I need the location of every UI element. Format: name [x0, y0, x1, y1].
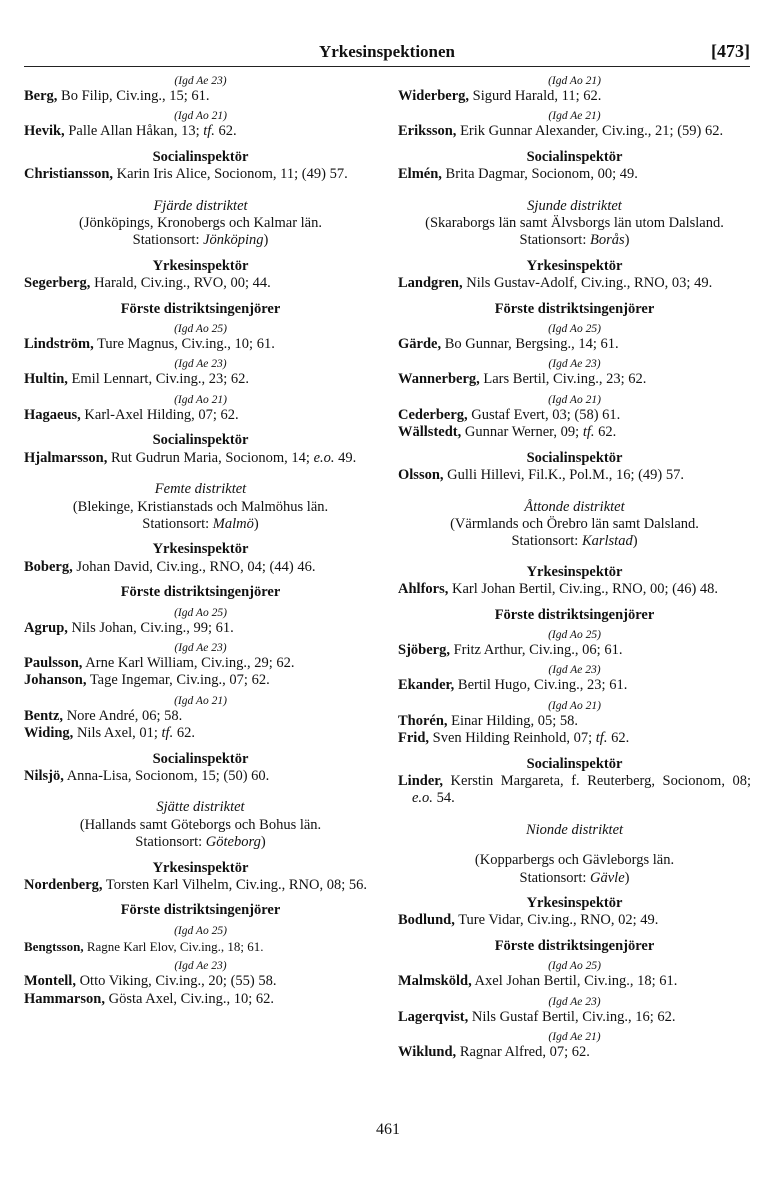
grade-label: (Igd Ao 25) [174, 606, 227, 619]
entry-frid [398, 730, 751, 747]
grade-label: (Igd Ae 23) [548, 995, 601, 1008]
district-title: Fjärde distriktet [153, 197, 248, 214]
entry-detail-end: 62. [173, 725, 195, 742]
station-city: Malmö [212, 515, 254, 532]
entry-name: Hagaeus, [24, 406, 81, 423]
grade-label: (Igd Ae 23) [174, 960, 227, 973]
entry-detail: Gulli Hillevi, Fil.K., Pol.M., 16; (49) 57. [443, 467, 685, 484]
entry-name: Paulsson, [24, 654, 83, 671]
entry-detail: Karl Johan Bertil, Civ.ing., RNO, 00; (46) 48. [448, 581, 719, 598]
entry-name: Widing, [24, 725, 74, 742]
entry-detail: Sigurd Harald, 11; 62. [469, 88, 602, 104]
entry-name: Frid, [398, 730, 430, 747]
entry-sjoberg [398, 642, 751, 659]
grade-label: (Igd Ao 21) [548, 393, 601, 406]
station-close: ) [263, 232, 269, 249]
entry-ahlfors [398, 581, 751, 598]
station-close: ) [632, 533, 638, 550]
station-label: Stationsort: [519, 869, 591, 886]
entry-detail: Brita Dagmar, Socionom, 00; 49. [441, 166, 638, 183]
eo-marker: e.o. [412, 790, 433, 807]
section-heading: Förste distriktsingenjörer [494, 937, 655, 954]
station-label: Stationsort: [135, 834, 206, 851]
entry-detail: Ragne Karl Elov, Civ.ing., 18; 61. [83, 938, 264, 954]
entry-hammarson [24, 991, 377, 1008]
station-close: ) [624, 232, 630, 249]
entry-detail: Karl-Axel Hilding, 07; 62. [80, 406, 239, 423]
district-title: Femte distriktet [154, 481, 247, 498]
district-description: (Blekinge, Kristianstads och Malmöhus län. [72, 498, 329, 515]
entry-lagerqvist [398, 1009, 751, 1026]
section-heading: Yrkesinspektör [152, 257, 249, 274]
entry-detail: Nils Gustav-Adolf, Civ.ing., RNO, 03; 49. [462, 275, 713, 292]
grade-label: (Igd Ao 21) [548, 699, 601, 712]
district-description: (Värmlands och Örebro län samt Dalsland. [450, 515, 699, 532]
entry-detail: Nils Gustaf Bertil, Civ.ing., 16; 62. [468, 1008, 676, 1025]
grade-label: (Igd Ao 21) [174, 393, 227, 406]
entry-name: Segerberg, [24, 275, 91, 292]
tf-marker: tf. [582, 424, 595, 441]
entry-name: Hultin, [24, 371, 68, 388]
section-heading: Yrkesinspektör [152, 541, 249, 558]
district-station [24, 232, 377, 249]
station-city: Gävle [590, 869, 625, 886]
grade-label: (Igd Ao 21) [174, 694, 227, 707]
entry-name: Hammarson, [24, 990, 105, 1007]
entry-linder [398, 773, 751, 808]
entry-name: Hevik, [24, 123, 65, 140]
entry-name: Bodlund, [398, 912, 455, 929]
entry-detail: Einar Hilding, 05; 58. [447, 712, 579, 729]
entry-detail: Bertil Hugo, Civ.ing., 23; 61. [454, 677, 628, 694]
entry-widerberg [398, 88, 751, 105]
entry-detail: Ragnar Alfred, 07; 62. [456, 1044, 590, 1061]
entry-bentz [24, 708, 377, 725]
entry-name: Christiansson, [24, 166, 114, 183]
entry-paulsson [24, 655, 377, 672]
entry-detail: Nore André, 06; 58. [63, 707, 183, 724]
grade-label: (Igd Ae 23) [174, 75, 227, 87]
entry-detail: Axel Johan Bertil, Civ.ing., 18; 61. [471, 973, 678, 990]
entry-name: Widerberg, [398, 88, 470, 104]
section-heading: Förste distriktsingenjörer [494, 300, 655, 317]
entry-agrup [24, 620, 377, 637]
entry-malmskold [398, 973, 751, 990]
district-description: (Kopparbergs och Gävleborgs län. [474, 852, 675, 869]
entry-montell [24, 973, 377, 990]
entry-detail: Fritz Arthur, Civ.ing., 06; 61. [449, 641, 623, 658]
district-title: Nionde distriktet [525, 821, 624, 838]
grade-label: (Igd Ao 21) [548, 75, 601, 87]
entry-name: Hjalmarsson, [24, 449, 108, 466]
district-description [398, 215, 751, 250]
entry-bodlund [398, 912, 751, 929]
entry-berg [24, 88, 377, 105]
district-title: Sjätte distriktet [156, 799, 245, 816]
grade-label: (Igd Ae 23) [548, 358, 601, 371]
entry-detail: Gösta Axel, Civ.ing., 10; 62. [104, 990, 274, 1007]
entry-hultin [24, 371, 377, 388]
section-heading: Yrkesinspektör [526, 895, 623, 911]
entry-lindstrom [24, 336, 377, 353]
entry-detail: Torsten Karl Vilhelm, Civ.ing., RNO, 08; 56. [102, 877, 368, 893]
entry-olsson [398, 467, 751, 484]
grade-label: (Igd Ao 21) [174, 110, 227, 123]
entry-detail: Lars Bertil, Civ.ing., 23; 62. [479, 371, 647, 388]
section-heading: Förste distriktsingenjörer [120, 584, 281, 601]
eo-marker: e.o. [313, 449, 335, 466]
station-close: ) [624, 869, 630, 886]
running-title: Yrkesinspektionen [318, 42, 456, 61]
station-close: ) [253, 515, 259, 532]
grade-label: (Igd Ao 25) [174, 924, 227, 937]
grade-label: (Igd Ae 23) [174, 641, 227, 654]
station-city: Karlstad [581, 533, 633, 550]
section-heading: Förste distriktsingenjörer [120, 300, 281, 317]
section-heading: Socialinspektör [152, 432, 249, 449]
section-heading: Förste distriktsingenjörer [494, 606, 655, 623]
entry-name: Wällstedt, [398, 424, 462, 441]
entry-name: Bentz, [24, 707, 64, 724]
entry-hagaeus [24, 407, 377, 424]
entry-name: Nordenberg, [24, 877, 103, 893]
entry-name: Johanson, [24, 672, 87, 689]
entry-segerberg [24, 275, 377, 292]
entry-name: Gärde, [398, 336, 442, 353]
station-city: Borås [590, 232, 625, 249]
entry-wannerberg [398, 371, 751, 388]
tf-marker: tf. [161, 725, 174, 742]
entry-boberg [24, 559, 377, 576]
entry-detail: Otto Viking, Civ.ing., 20; (55) 58. [75, 973, 277, 990]
section-heading: Socialinspektör [526, 449, 623, 466]
entry-detail: Erik Gunnar Alexander, Civ.ing., 21; (59) 62. [456, 123, 724, 140]
running-header [24, 38, 750, 67]
entry-bengtsson [24, 938, 377, 955]
entry-detail: Ture Magnus, Civ.ing., 10; 61. [93, 336, 275, 353]
district-description: (Hallands samt Göteborgs och Bohus län. [79, 816, 322, 833]
section-heading: Socialinspektör [526, 148, 623, 165]
entry-nordenberg [24, 877, 377, 894]
entry-detail: Rut Gudrun Maria, Socionom, 14; [107, 449, 314, 466]
district-desc-text: (Skaraborgs län samt Älvsborgs län utom Dalsland. Stationsort: [425, 215, 724, 249]
entry-landgren [398, 275, 751, 292]
entry-name: Berg, [24, 88, 58, 104]
district-station [398, 533, 751, 550]
entry-detail: Ture Vidar, Civ.ing., RNO, 02; 49. [454, 912, 659, 929]
entry-detail: Nils Johan, Civ.ing., 99; 61. [67, 619, 234, 636]
entry-detail: Harald, Civ.ing., RVO, 00; 44. [90, 275, 271, 292]
section-heading: Yrkesinspektör [526, 563, 623, 580]
entry-name: Cederberg, [398, 406, 468, 423]
left-column [24, 74, 377, 1008]
entry-name: Boberg, [24, 558, 73, 575]
district-description: (Jönköpings, Kronobergs och Kalmar län. [79, 215, 322, 232]
entry-detail: Anna-Lisa, Socionom, 15; (50) 60. [63, 767, 270, 784]
section-heading: Yrkesinspektör [152, 859, 249, 876]
entry-name: Elmén, [398, 166, 442, 183]
entry-hevik [24, 123, 377, 140]
right-column [398, 74, 751, 1061]
entry-name: Bengtsson, [24, 938, 84, 954]
entry-thoren [398, 713, 751, 730]
entry-detail-end: 62. [214, 123, 237, 140]
entry-name: Wiklund, [398, 1044, 457, 1061]
entry-name: Lindström, [24, 336, 94, 353]
entry-name: Olsson, [398, 467, 444, 484]
entry-detail: Bo Filip, Civ.ing., 15; 61. [57, 88, 210, 104]
entry-name: Ekander, [398, 677, 455, 694]
entry-name: Malmsköld, [398, 973, 472, 990]
entry-name: Linder, [398, 772, 443, 789]
entry-detail-end: 54. [432, 790, 455, 807]
entry-detail: Gunnar Werner, 09; [461, 424, 583, 441]
grade-label: (Igd Ae 21) [548, 110, 601, 123]
section-heading: Förste distriktsingenjörer [120, 902, 281, 919]
section-heading: Yrkesinspektör [526, 257, 623, 274]
grade-label: (Igd Ao 25) [548, 323, 601, 336]
entry-name: Landgren, [398, 275, 463, 292]
station-label: Stationsort: [142, 515, 213, 532]
entry-detail: Nils Axel, 01; [73, 725, 162, 742]
entry-detail: Kerstin Margareta, f. Reuterberg, Socionom, 08; [443, 772, 751, 789]
entry-name: Wannerberg, [398, 371, 480, 388]
station-label: Stationsort: [511, 533, 582, 550]
entry-detail: Johan David, Civ.ing., RNO, 04; (44) 46. [72, 558, 316, 575]
entry-name: Lagerqvist, [398, 1008, 469, 1025]
entry-wallstedt [398, 424, 751, 441]
entry-detail: Bo Gunnar, Bergsing., 14; 61. [441, 336, 619, 353]
entry-eriksson [398, 123, 751, 140]
entry-detail: Karin Iris Alice, Socionom, 11; (49) 57. [113, 166, 348, 183]
tf-marker: tf. [595, 730, 608, 747]
grade-label: (Igd Ao 25) [548, 628, 601, 641]
station-label: Stationsort: [132, 232, 204, 249]
grade-label: (Igd Ao 25) [174, 323, 227, 336]
district-title: Sjunde distriktet [527, 197, 622, 214]
entry-name: Ahlfors, [398, 581, 449, 598]
entry-detail-end: 49. [334, 449, 357, 466]
grade-label: (Igd Ae 23) [548, 664, 601, 677]
district-station [24, 516, 377, 533]
section-heading: Socialinspektör [526, 755, 623, 772]
district-station [398, 870, 751, 887]
entry-name: Thorén, [398, 712, 448, 729]
section-heading: Socialinspektör [152, 750, 249, 767]
district-station [24, 834, 377, 851]
entry-detail: Tage Ingemar, Civ.ing., 07; 62. [86, 672, 270, 689]
grade-label: (Igd Ao 25) [548, 960, 601, 973]
entry-detail: Arne Karl William, Civ.ing., 29; 62. [82, 654, 295, 671]
entry-name: Sjöberg, [398, 641, 450, 658]
entry-name: Nilsjö, [24, 767, 64, 784]
entry-nilsjo [24, 768, 377, 785]
entry-detail: Emil Lennart, Civ.ing., 23; 62. [67, 371, 250, 388]
entry-elmen [398, 166, 751, 183]
entry-detail: Sven Hilding Reinhold, 07; [429, 730, 596, 747]
entry-johanson [24, 672, 377, 689]
entry-christiansson [24, 166, 377, 183]
entry-name: Eriksson, [398, 123, 457, 140]
station-close: ) [260, 834, 266, 851]
grade-label: (Igd Ae 23) [174, 358, 227, 371]
section-heading: Socialinspektör [152, 148, 249, 165]
entry-hjalmarsson [24, 450, 377, 467]
entry-name: Agrup, [24, 619, 68, 636]
page-number: 461 [376, 1121, 400, 1138]
entry-wiklund [398, 1044, 751, 1061]
page-code: [473] [711, 41, 750, 61]
tf-marker: tf. [203, 123, 215, 140]
station-city: Jönköping [203, 232, 264, 249]
grade-label: (Igd Ae 21) [548, 1031, 601, 1044]
entry-detail-end: 62. [607, 730, 630, 747]
district-title: Åttonde distriktet [524, 498, 625, 515]
entry-garde [398, 336, 751, 353]
entry-detail-end: 62. [594, 424, 617, 441]
entry-cederberg [398, 407, 751, 424]
entry-ekander [398, 677, 751, 694]
entry-name: Montell, [24, 973, 76, 990]
entry-detail: Palle Allan Håkan, 13; [64, 123, 204, 140]
station-city: Göteborg [205, 834, 261, 851]
entry-detail: Gustaf Evert, 03; (58) 61. [467, 406, 621, 423]
entry-widing [24, 725, 377, 742]
